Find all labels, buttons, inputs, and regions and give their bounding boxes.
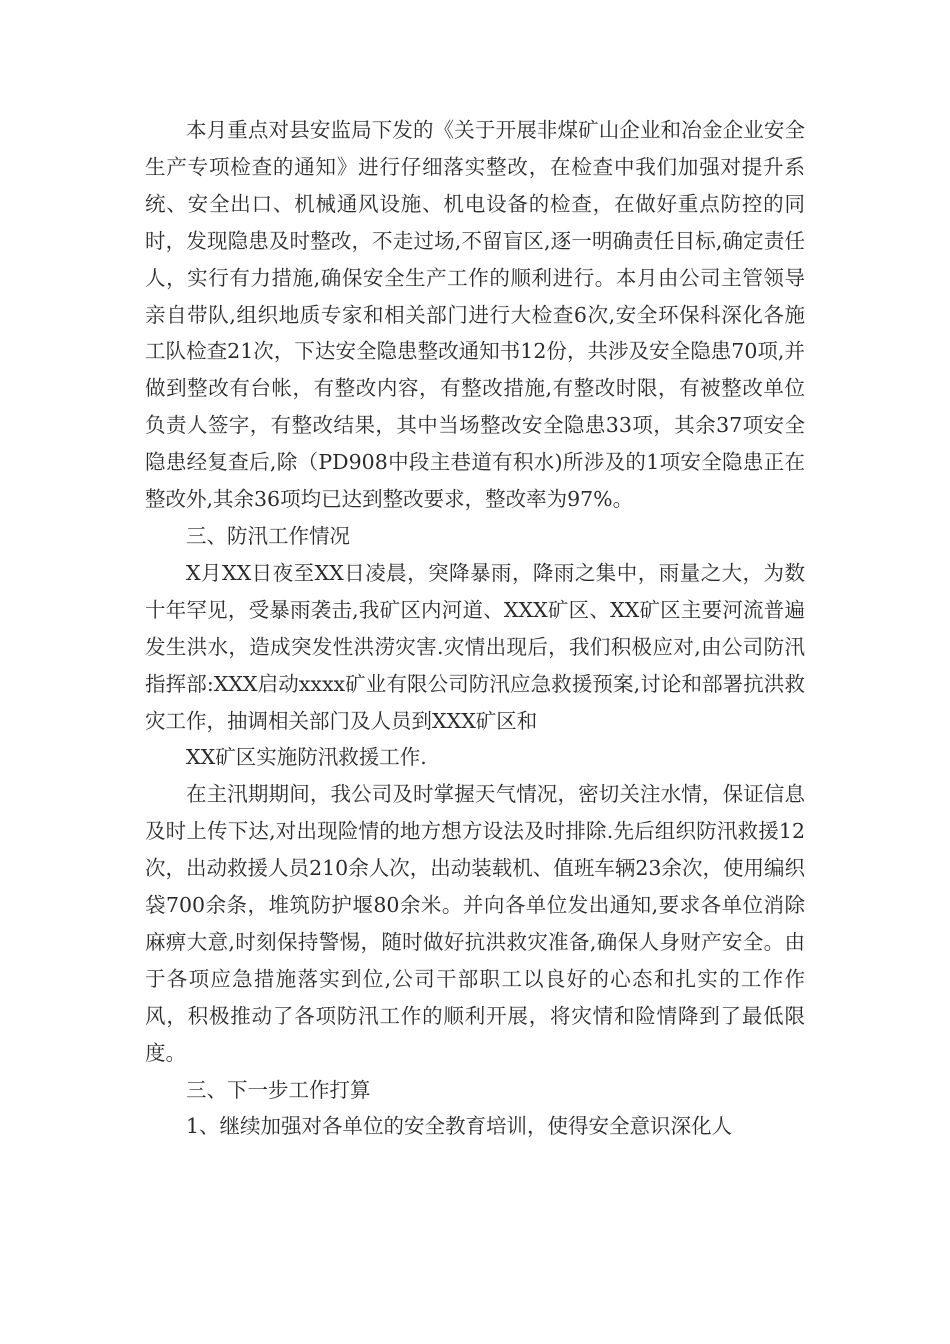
section-heading-next-steps: 三、下一步工作打算 (186, 1077, 371, 1102)
paragraph-safety-inspection: 本月重点对县安监局下发的《关于开展非煤矿山企业和冶金企业安全生产专项检查的通知》进行仔细落实整改，在检查中我们加强对提升系统、安全出口、机械通风设施、机电设备的检查，在做好重点防控的同时，发现隐患及时整改，不走过场,不留盲区,逐一明确责任目标,确定责任人，实行有力措施,确保安全生产工作的顺利进行。本月由公司主管领导亲自带队,组织地质专家和相关部门进行大检查6次,安全环保科深化各施工队检查21次，下达安全隐患整改通知书12份，共涉及安全隐患70项,并做到整改有台帐，有整改内容，有整改措施,有整改时限，有被整改单位负责人签字，有整改结果，其中当场整改安全隐患33项，其余37项安全隐患经复查后,除（PD908中段主巷道有积水)所涉及的1项安全隐患正在整改外,其余36项均已达到整改要求，整改率为97%。 (145, 118, 805, 512)
paragraph-flood-rescue-line: XX矿区实施防汛救援工作. (186, 745, 427, 770)
paragraph-next-step-1: 1、继续加强对各单位的安全教育培训，使得安全意识深化人 (186, 1114, 733, 1139)
paragraph-flood-event: X月XX日夜至XX日凌晨，突降暴雨，降雨之集中，雨量之大，为数十年罕见，受暴雨袭击,我矿区内河道、XXX矿区、XX矿区主要河流普遍发生洪水，造成突发性洪涝灾害.灾情出现后，我们积极应对,由公司防汛指挥部:XXX启动xxxx矿业有限公司防汛应急救援预案,讨论和部署抗洪救灾工作，抽调相关部门及人员到XXX矿区和 (145, 560, 805, 733)
section-heading-flood-control: 三、防汛工作情况 (186, 523, 350, 548)
document-body (145, 112, 805, 1145)
paragraph-flood-season: 在主汛期期间，我公司及时掌握天气情况，密切关注水情，保证信息及时上传下达,对出现险情的地方想方设法及时排除.先后组织防汛救援12次，出动救援人员210余人次，出动装载机、值班车辆23余次，使用编织袋700余条，堆筑防护堰80余米。并向各单位发出通知,要求各单位消除麻痹大意,时刻保持警惕，随时做好抗洪救灾准备,确保人身财产安全。由于各项应急措施落实到位,公司干部职工以良好的心态和扎实的工作作风，积极推动了各项防汛工作的顺利开展，将灾情和险情降到了最低限度。 (145, 782, 805, 1065)
